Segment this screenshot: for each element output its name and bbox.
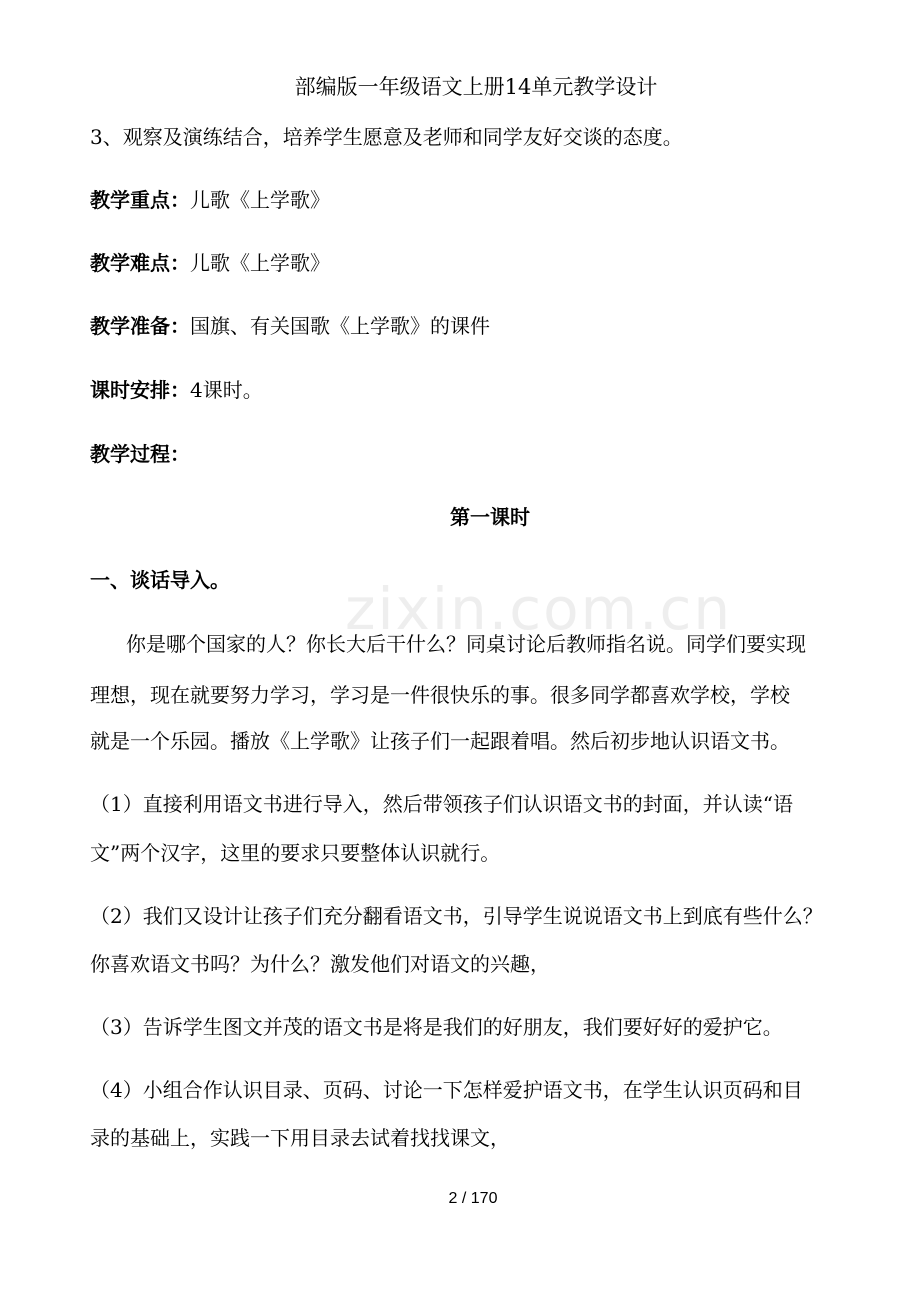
schedule-row (90, 377, 263, 403)
difficult-point-value: 儿歌《上学歌》 (190, 251, 330, 275)
process-heading: 教学过程： (90, 442, 190, 466)
difficult-point-label: 教学难点： (90, 251, 190, 275)
item-1-line-1: （1）直接利用语文书进行导入，然后带领孩子们认识语文书的封面，并认读“语 (90, 792, 793, 816)
difficult-point-row (90, 250, 330, 276)
watermark: zixin.com.cn (345, 575, 733, 643)
key-point-row (90, 187, 330, 213)
paragraph-1-line-2: 理想，现在就要努力学习，学习是一件很快乐的事。很多同学都喜欢学校，学校 (90, 683, 790, 707)
item-3-line-1: （3）告诉学生图文并茂的语文书是将是我们的好朋友，我们要好好的爱护它。 (90, 1015, 783, 1039)
paragraph-1-line-3: 就是一个乐园。播放《上学歌》让孩子们一起跟着唱。然后初步地认识语文书。 (90, 729, 790, 753)
item-2-line-2: 你喜欢语文书吗？为什么？激发他们对语文的兴趣， (90, 952, 550, 976)
item-4-line-2: 录的基础上，实践一下用目录去试着找找课文， (90, 1126, 510, 1150)
preparation-value: 国旗、有关国歌《上学歌》的课件 (190, 314, 490, 338)
page-title: 部编版一年级语文上册14单元教学设计 (294, 75, 658, 99)
item-1-line-2: 文”两个汉字，这里的要求只要整体认识就行。 (90, 841, 501, 865)
page-number: 2 / 170 (448, 1190, 498, 1207)
item-4-line-1: （4）小组合作认识目录、页码、讨论一下怎样爱护语文书，在学生认识页码和目 (90, 1078, 803, 1102)
key-point-value: 儿歌《上学歌》 (190, 188, 330, 212)
paragraph-1-line-1: 你是哪个国家的人？你长大后干什么？同桌讨论后教师指名说。同学们要实现 (126, 632, 806, 656)
schedule-label: 课时安排： (90, 378, 190, 402)
lesson-title: 第一课时 (450, 505, 530, 529)
section-1-heading: 一、谈话导入。 (90, 568, 230, 592)
goal-3-text: 3、观察及演练结合，培养学生愿意及老师和同学友好交谈的态度。 (90, 125, 683, 149)
preparation-row (90, 313, 490, 339)
key-point-label: 教学重点： (90, 188, 190, 212)
item-2-line-1: （2）我们又设计让孩子们充分翻看语文书，引导学生说说语文书上到底有些什么？ (90, 904, 823, 928)
preparation-label: 教学准备： (90, 314, 190, 338)
schedule-value: 4课时。 (190, 378, 263, 402)
